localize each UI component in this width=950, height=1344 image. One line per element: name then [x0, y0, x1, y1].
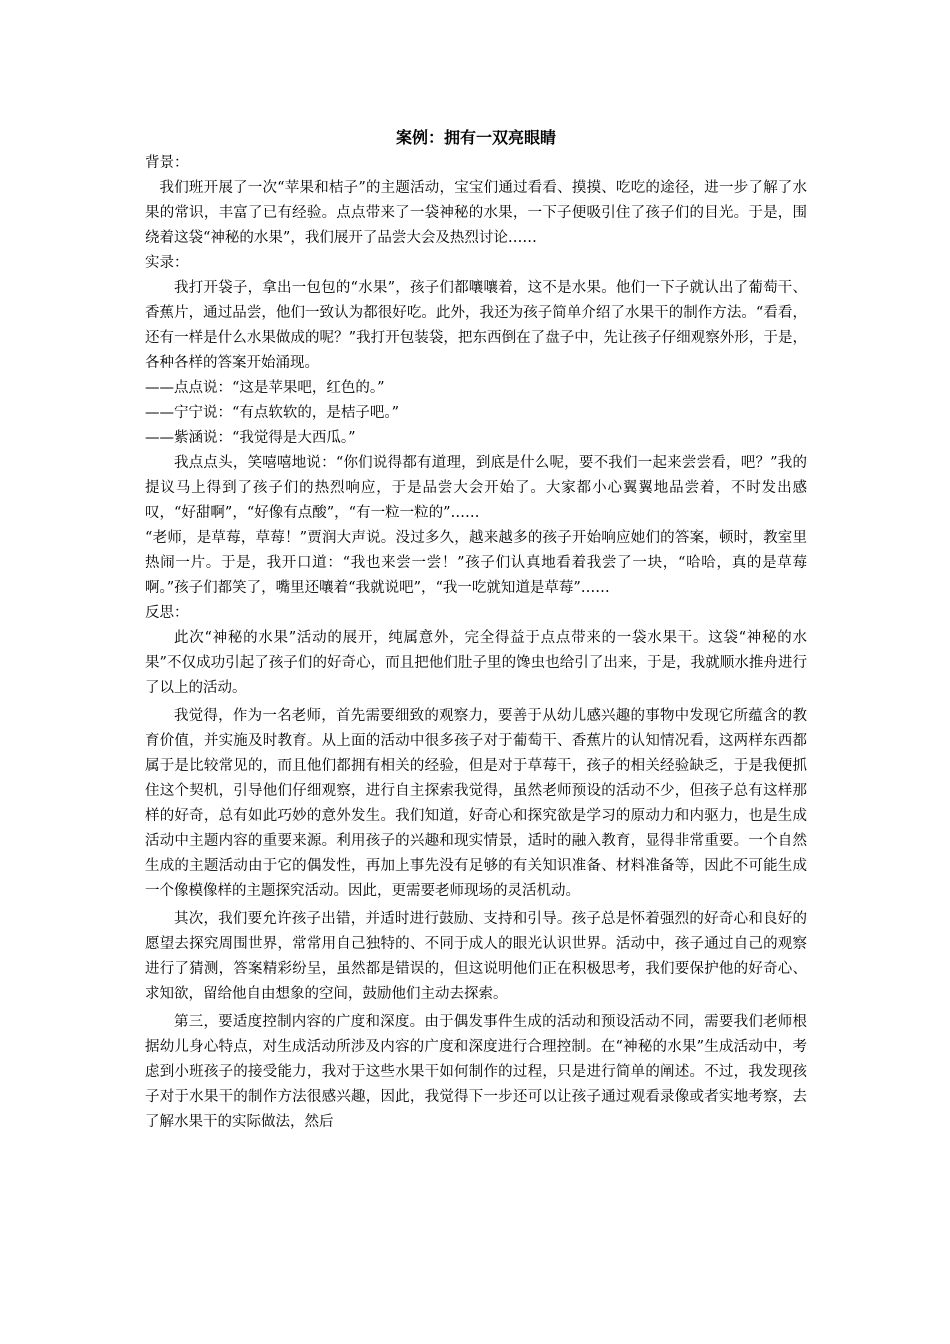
reflection-label: 反思： — [145, 605, 189, 621]
reflection-paragraph-4: 第三，要适度控制内容的广度和深度。由于偶发事件生成的活动和预设活动不同，需要我们老师根据幼儿身心特点，对生成活动所涉及内容的广度和深度进行合理控制。在“神秘的水果”生成活动中，考虑到小班孩子的接受能力，我对于这些水果干如何制作的过程，只是进行简单的阐述。不过，我发现孩子对于水果干的制作方法很感兴趣，因此，我觉得下一步还可以让孩子通过观看录像或者实地考察，去了解水果干的实际做法，然后 — [145, 1014, 807, 1130]
document-page — [145, 126, 807, 1135]
reflection-paragraph-3: 其次，我们要允许孩子出错，并适时进行鼓励、支持和引导。孩子总是怀着强烈的好奇心和良好的愿望去探究周围世界，常常用自己独特的、不同于成人的眼光认识世界。活动中，孩子通过自己的观察进行了猜测，答案精彩纷呈，虽然都是错误的，但这说明他们正在积极思考，我们要保护他的好奇心、求知欲，留给他自由想象的空间，鼓励他们主动去探索。 — [145, 911, 807, 1002]
document-title: 案例：拥有一双亮眼睛 — [395, 128, 556, 147]
background-paragraph: 我们班开展了一次“苹果和桔子”的主题活动，宝宝们通过看看、摸摸、吃吃的途径，进一步了解了水果的常识，丰富了已有经验。点点带来了一袋神秘的水果，一下子便吸引住了孩子们的目光。于是，围绕着这袋“神秘的水果”，我们展开了品尝大会及热烈讨论…… — [145, 180, 807, 246]
background-label: 背景： — [145, 155, 189, 171]
record-paragraph-2: 我点点头，笑嘻嘻地说：“你们说得都有道理，到底是什么呢，要不我们一起来尝尝看，吧？”我的提议马上得到了孩子们的热烈响应，于是品尝大会开始了。大家都小心翼翼地品尝着，不时发出感叹，“好甜啊”，“好像有点酸”，“有一粒一粒的”…… — [145, 455, 807, 521]
reflection-paragraph-1: 此次“神秘的水果”活动的展开，纯属意外，完全得益于点点带来的一袋水果干。这袋“神秘的水果”不仅成功引起了孩子们的好奇心，而且把他们肚子里的馋虫也给引了出来，于是，我就顺水推舟进行了以上的活动。 — [145, 630, 807, 696]
dialog-line-zihan: ——紫涵说：“我觉得是大西瓜。” — [145, 430, 356, 446]
dialog-line-ningning: ——宁宁说：“有点软软的，是桔子吧。” — [145, 405, 400, 421]
record-paragraph-1: 我打开袋子，拿出一包包的“水果”，孩子们都嚷嚷着，这不是水果。他们一下子就认出了葡萄干、香蕉片，通过品尝，他们一致认为都很好吃。此外，我还为孩子简单介绍了水果干的制作方法。“看看，还有一样是什么水果做成的呢？”我打开包装袋，把东西倒在了盘子中，先让孩子仔细观察外形，于是，各种各样的答案开始涌现。 — [145, 280, 807, 371]
dialog-line-diandian: ——点点说：“这是苹果吧，红色的。” — [145, 380, 385, 396]
record-label: 实录： — [145, 255, 189, 271]
record-paragraph-3: “老师，是草莓，草莓！”贾润大声说。没过多久，越来越多的孩子开始响应她们的答案，顿时，教室里热闹一片。于是，我开口道：“我也来尝一尝！”孩子们认真地看着我尝了一块，“哈哈，真的是草莓啊。”孩子们都笑了，嘴里还嚷着“我就说吧”，“我一吃就知道是草莓”…… — [145, 530, 807, 596]
reflection-paragraph-2: 我觉得，作为一名老师，首先需要细致的观察力，要善于从幼儿感兴趣的事物中发现它所蕴含的教育价值，并实施及时教育。从上面的活动中很多孩子对于葡萄干、香蕉片的认知情况看，这两样东西都属于是比较常见的，而且他们都拥有相关的经验，但是对于草莓干，孩子的相关经验缺乏，于是我便抓住这个契机，引导他们仔细观察，进行自主探索我觉得，虽然老师预设的活动不少，但孩子总有这样那样的好奇，总有如此巧妙的意外发生。我们知道，好奇心和探究欲是学习的原动力和内驱力，也是生成活动中主题内容的重要来源。利用孩子的兴趣和现实情景，适时的融入教育，显得非常重要。一个自然生成的主题活动由于它的偶发性，再加上事先没有足够的有关知识准备、材料准备等，因此不可能生成一个像模像样的主题探究活动。因此，更需要老师现场的灵活机动。 — [145, 708, 807, 899]
